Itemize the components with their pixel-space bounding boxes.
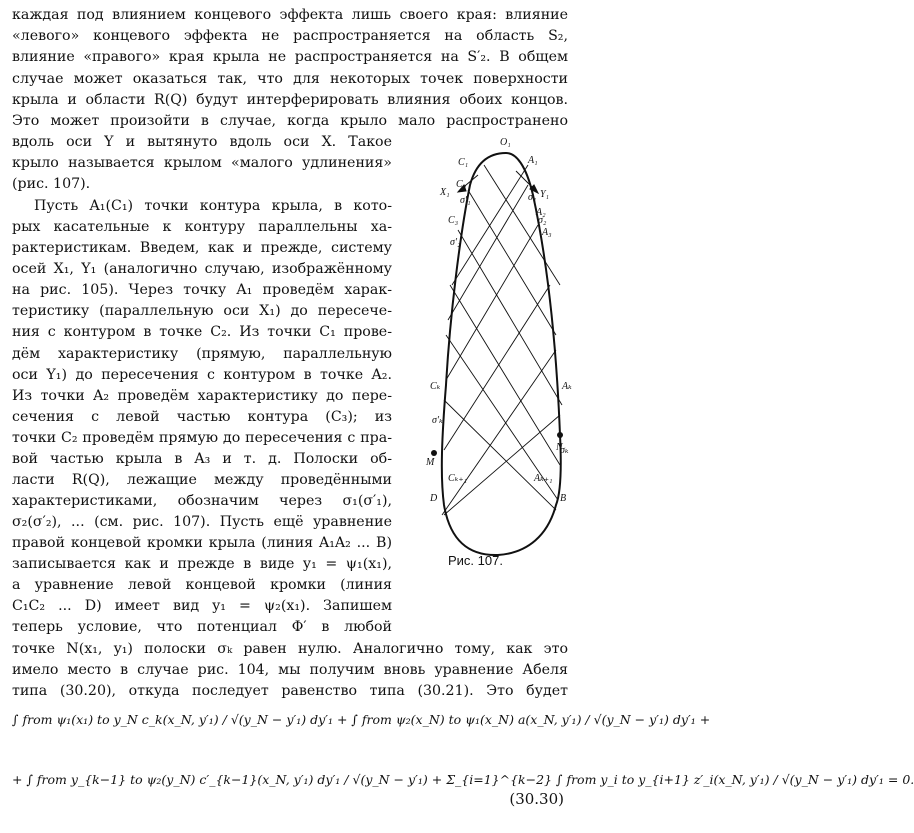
paragraph-line: ласти R(Q), лежащие между проведёнными [12, 472, 392, 488]
paragraph-line: вой частью крыла в A₃ и т. д. Полоски об- [12, 451, 392, 467]
label-ak: Aₖ [562, 381, 572, 392]
paragraph-line: Это может произойти в случае, когда крыло мало распространено [12, 113, 568, 129]
figure-caption: Рис. 107. [448, 553, 503, 568]
paragraph-line: случае может оказаться так, что для некоторых точек поверхности [12, 71, 568, 87]
label-c1: C₁ [458, 157, 469, 168]
paragraph-line: записывается как и прежде в виде y₁ = ψ₁(x₁), [12, 556, 392, 572]
label-b: B [560, 493, 567, 504]
paragraph-line: крыла и области R(Q) будут интерферировать влияния обоих концов. [12, 92, 568, 108]
paragraph-line: C₁C₂ ... D) имеет вид y₁ = ψ₂(x₁). Запишем [12, 598, 392, 614]
label-n: N [556, 442, 563, 453]
label-a3: A₃ [542, 227, 552, 238]
paragraph-line: (рис. 107). [12, 176, 91, 192]
paragraph-line: рых касательные к контуру параллельны ха- [12, 219, 392, 235]
paragraph-line: точки C₂ проведём прямую до пересечения с пра- [12, 430, 392, 446]
paragraph-line: влияние «правого» края крыла не распространяется на S′₂. В общем [12, 49, 568, 65]
label-sigma1p: σ′₁ [460, 195, 471, 206]
label-ak1: Aₖ₊₁ [534, 473, 553, 484]
paragraph-line: «левого» концевого эффекта не распространяется на область S₂, [12, 28, 568, 44]
formula-line-1: ∫ from ψ₁(x₁) to y_N c_k(x_N, y′₁) / √(y_N − y′₁) dy′₁ + ∫ from ψ₂(x_N) to ψ₁(x_N) a(x_N, y′₁) / √(y_N − y′₁) dy′₁ + [12, 712, 711, 727]
paragraph-line: Пусть A₁(C₁) точки контура крыла, в кото- [34, 198, 392, 214]
paragraph-line: а уравнение левой концевой кромки (линия [12, 577, 392, 593]
paragraph-line: на рис. 105). Через точку A₁ проведём харак- [12, 282, 392, 298]
paragraph-line: типа (30.20), откуда последует равенство типа (30.21). Это будет [12, 683, 568, 699]
wing-figure [388, 135, 573, 567]
label-sigmak: σₖ [560, 445, 569, 456]
paragraph-line: σ₂(σ′₂), ... (см. рис. 107). Пусть ещё уравнение [12, 514, 392, 530]
paragraph-line: ния с контуром в точке C₂. Из точки C₁ прове- [12, 324, 392, 340]
paragraph-line: теристику (параллельную оси X₁) до пересече- [12, 303, 392, 319]
equation-label: (30.30) [509, 790, 564, 808]
label-sigma2: σ₂ [538, 215, 547, 226]
paragraph-line: Из точки A₂ проведём характеристику до пере- [12, 388, 392, 404]
point-m [431, 450, 437, 456]
paragraph-line: каждая под влиянием концевого эффекта лишь своего края: влияние [12, 7, 568, 23]
label-o1: O₁ [500, 137, 511, 148]
paragraph-line: точке N(x₁, y₁) полоски σₖ равен нулю. Аналогично тому, как это [12, 641, 568, 657]
paragraph-line: крыло называется крылом «малого удлинения» [12, 155, 392, 171]
label-ck1: Cₖ₊₁ [448, 473, 468, 484]
paragraph-line: вдоль оси Y и вытянуто вдоль оси X. Такое [12, 134, 392, 150]
label-sigma2p: σ′₂ [450, 237, 461, 248]
formula-line-2: + ∫ from y_{k−1} to ψ₂(y_N) c′_{k−1}(x_N, y′₁) dy′₁ / √(y_N − y′₁) + Σ_{i=1}^{k−2} ∫ from y_i to y_{i+1} z′_i(x_N, y′₁) / √(y_N − y′₁) dy′₁ = 0. [12, 772, 914, 787]
paragraph-line: правой концевой кромки крыла (линия A₁A₂ ... B) [12, 535, 392, 551]
label-sigma1: σ₁ [528, 192, 537, 203]
label-m: M [426, 457, 435, 468]
paragraph-line: осей X₁, Y₁ (аналогично случаю, изображённому [12, 261, 392, 277]
paragraph-line: имело место в случае рис. 104, мы получим вновь уравнение Абеля [12, 662, 568, 678]
paragraph-line: теперь условие, что потенциал Φ′ в любой [12, 619, 392, 635]
paragraph-line: дём характеристику (прямую, параллельную [12, 346, 392, 362]
label-c2: C₂ [456, 179, 467, 190]
label-x1: X₁ [440, 187, 450, 198]
label-a2: A₂ [536, 207, 546, 218]
paragraph-line: сечения с левой частью контура (C₃); из [12, 409, 392, 425]
paragraph-line: характеристиками, обозначим через σ₁(σ′₁), [12, 493, 392, 509]
label-d: D [430, 493, 438, 504]
label-a1: A₁ [528, 155, 538, 166]
paragraph-line: оси Y₁) до пересечения с контуром в точке A₂. [12, 367, 392, 383]
paragraph-line: рактеристикам. Введем, как и прежде, систему [12, 240, 392, 256]
label-ck: Cₖ [430, 381, 441, 392]
label-y1: Y₁ [540, 189, 550, 200]
label-sigmakp: σ′ₖ [432, 415, 443, 426]
label-c3: C₃ [448, 215, 459, 226]
point-n [557, 432, 563, 438]
